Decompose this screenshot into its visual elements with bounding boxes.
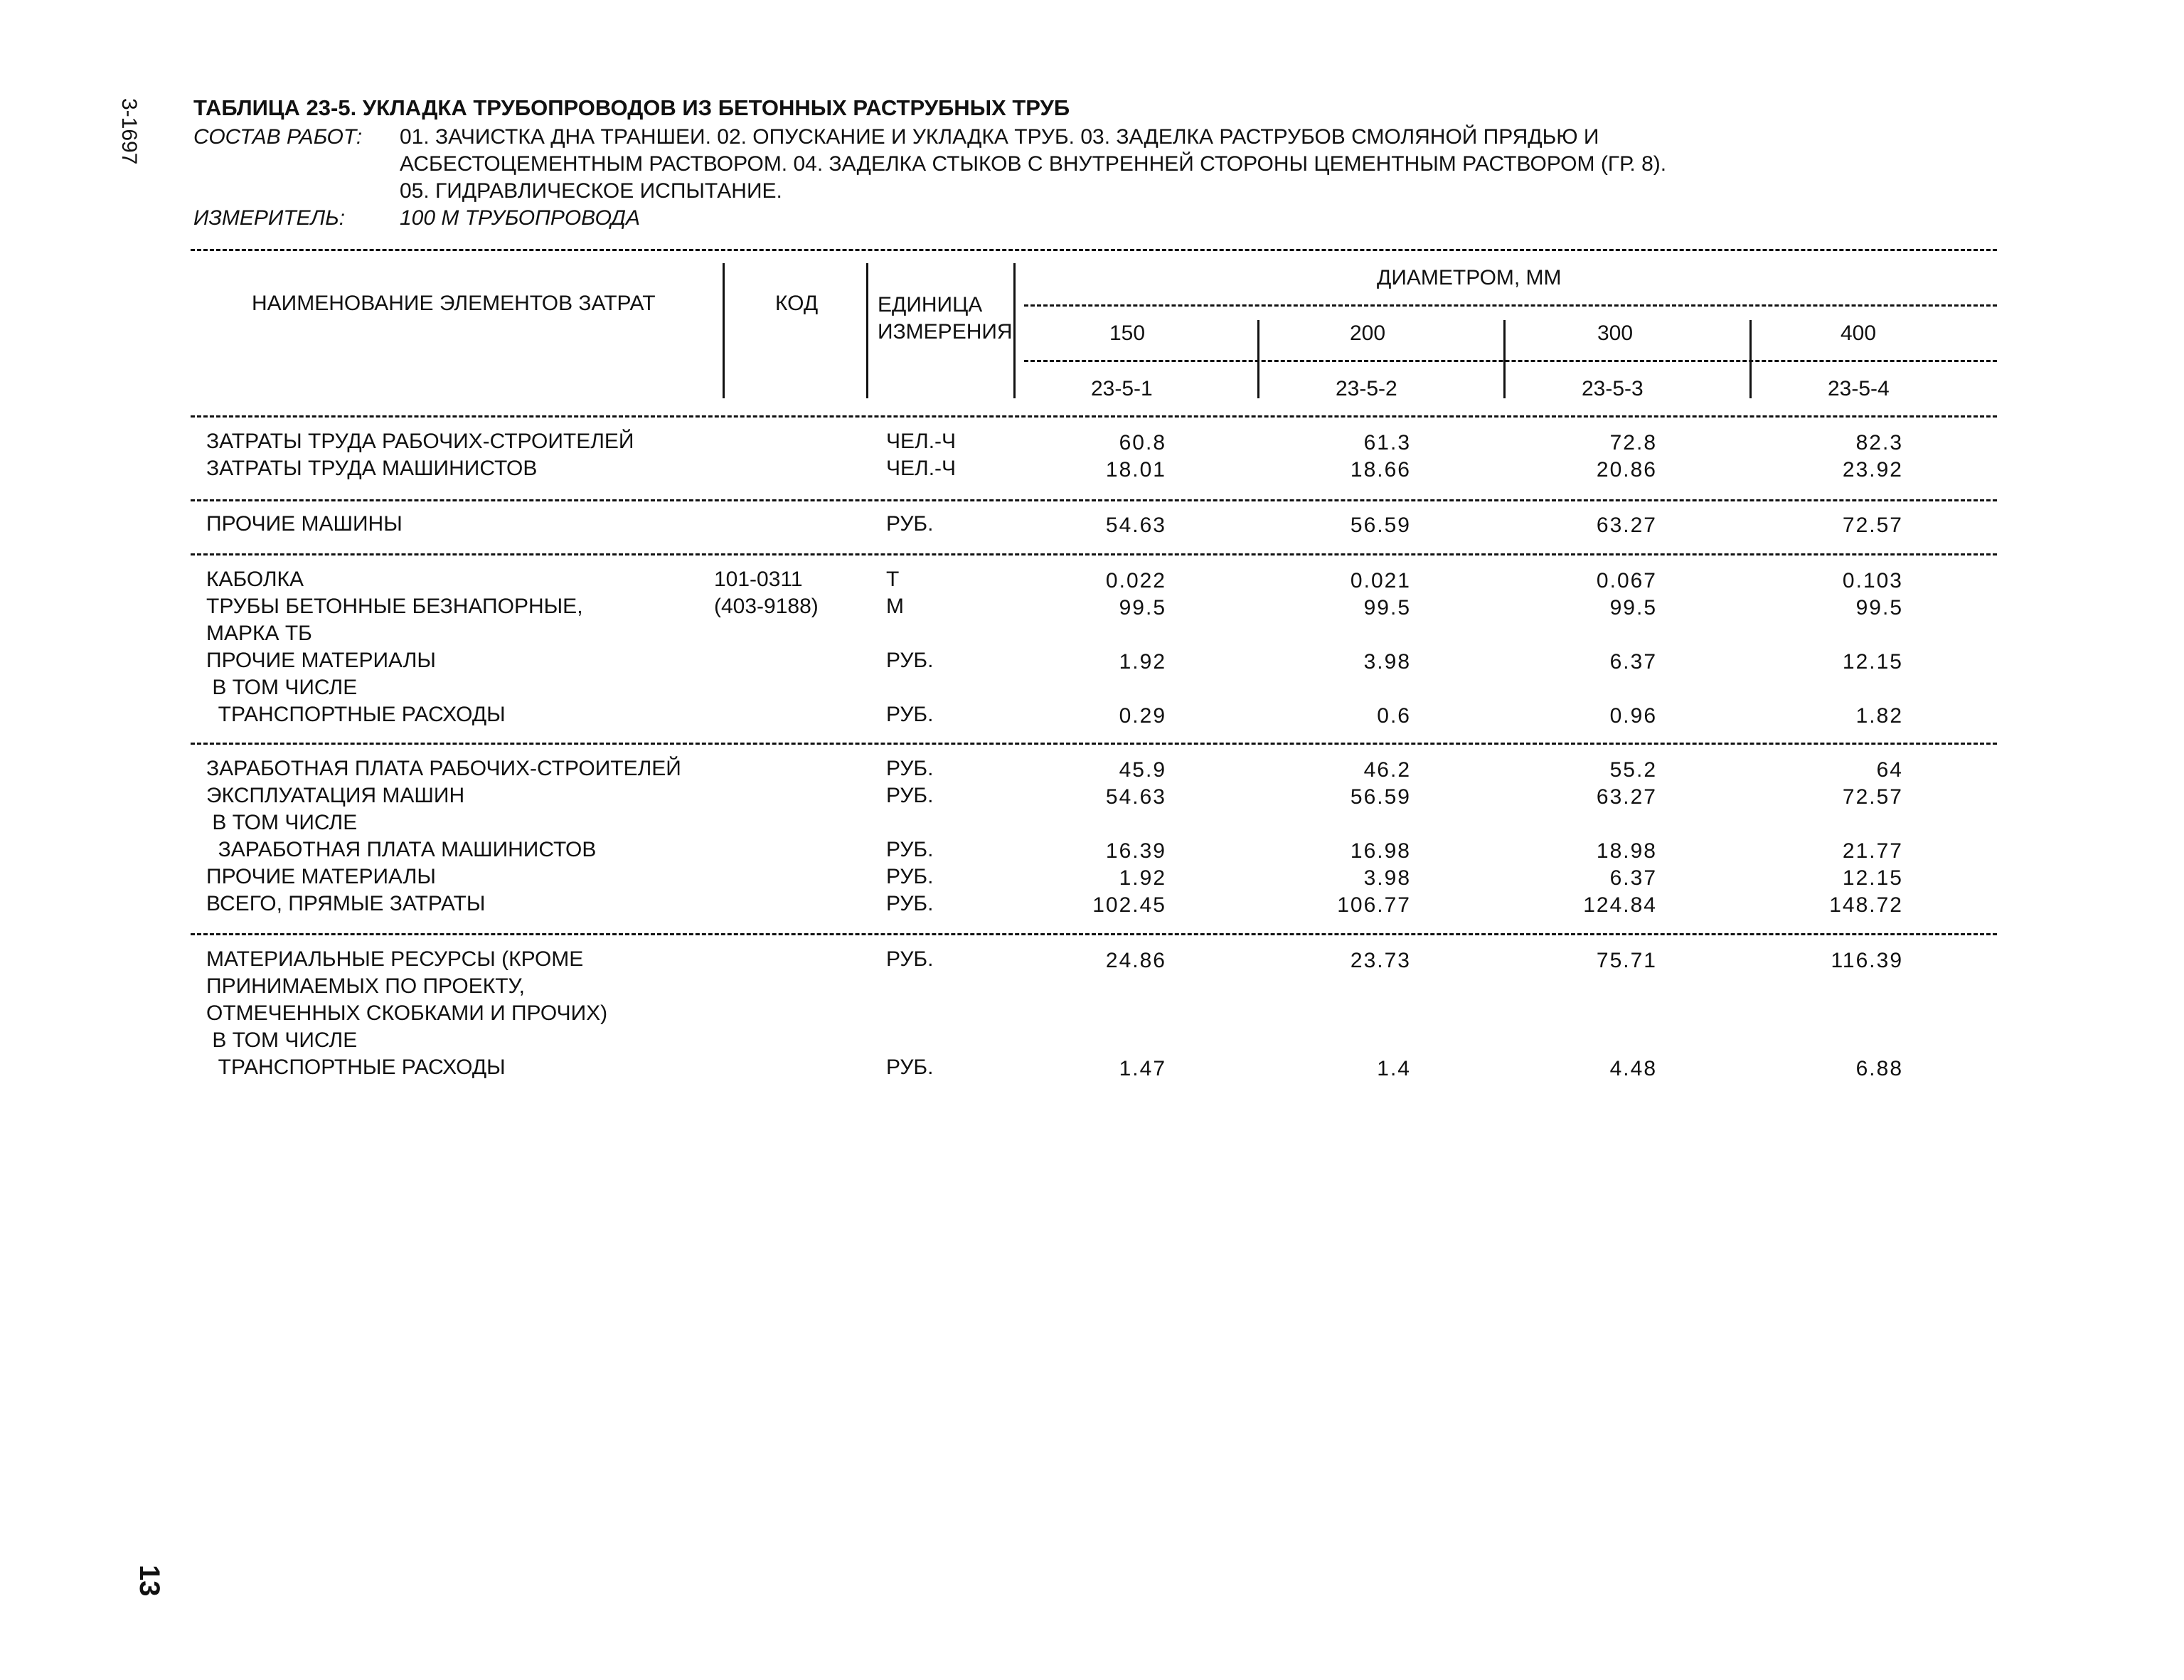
row-name: ЗАТРАТЫ ТРУДА РАБОЧИХ-СТРОИТЕЛЕЙ (206, 430, 634, 453)
row-name: ПРОЧИЕ МАШИНЫ (206, 512, 403, 536)
diameter-rule (1024, 304, 1997, 307)
header-divider-d3 (1749, 320, 1752, 398)
row-name: ПРИНИМАЕМЫХ ПО ПРОЕКТУ, (206, 974, 525, 998)
margin-code: 3-1697 (117, 98, 141, 165)
meter-label: ИЗМЕРИТЕЛЬ: (193, 206, 346, 230)
row-value: 1.92 (1119, 650, 1166, 674)
code-23-5-3: 23-5-3 (1582, 377, 1644, 400)
diameter-300: 300 (1597, 321, 1634, 345)
row-value: 46.2 (1363, 758, 1411, 782)
row-value: 20.86 (1596, 458, 1657, 482)
row-name: ЗАРАБОТНАЯ ПЛАТА МАШИНИСТОВ (206, 838, 597, 861)
row-value: 0.29 (1119, 704, 1166, 728)
section-rule-3 (191, 743, 1997, 745)
row-unit: М (886, 595, 904, 618)
row-value: 0.96 (1609, 704, 1657, 728)
header-divider-code (866, 263, 868, 398)
row-value: 63.27 (1596, 785, 1657, 809)
row-value: 54.63 (1105, 785, 1166, 809)
row-value: 3.98 (1363, 866, 1411, 890)
row-unit: РУБ. (886, 947, 934, 971)
row-value: 0.021 (1350, 569, 1411, 592)
row-unit: ЧЕЛ.-Ч (886, 457, 957, 480)
code-rule (1024, 360, 1997, 362)
row-value: 3.98 (1363, 650, 1411, 674)
row-unit: РУБ. (886, 757, 934, 780)
table-title: ТАБЛИЦА 23-5. УКЛАДКА ТРУБОПРОВОДОВ ИЗ БЕТОННЫХ РАСТРУБНЫХ ТРУБ (193, 95, 1070, 120)
row-value: 16.39 (1105, 839, 1166, 863)
table-top-rule (191, 249, 1997, 251)
row-value: 0.067 (1596, 569, 1657, 592)
row-value: 54.63 (1105, 514, 1166, 537)
row-unit: РУБ. (886, 1056, 934, 1079)
row-name: КАБОЛКА (206, 568, 304, 591)
row-value: 4.48 (1609, 1057, 1657, 1080)
row-value: 12.15 (1842, 866, 1903, 890)
header-divider-name (723, 263, 725, 398)
row-unit: РУБ. (886, 703, 934, 726)
row-name: МАТЕРИАЛЬНЫЕ РЕСУРСЫ (КРОМЕ (206, 947, 584, 971)
row-value: 106.77 (1337, 893, 1411, 917)
row-value: 55.2 (1609, 758, 1657, 782)
row-name: В ТОМ ЧИСЛЕ (206, 1028, 358, 1052)
row-value: 18.98 (1596, 839, 1657, 863)
row-value: 6.37 (1609, 866, 1657, 890)
header-divider-unit (1013, 263, 1016, 398)
row-value: 72.57 (1842, 785, 1903, 809)
row-value: 21.77 (1842, 839, 1903, 863)
row-value: 99.5 (1363, 596, 1411, 620)
section-rule-2 (191, 553, 1997, 555)
row-name: В ТОМ ЧИСЛЕ (206, 811, 358, 834)
page-number: 13 (134, 1565, 165, 1597)
row-unit: ЧЕЛ.-Ч (886, 430, 957, 453)
row-value: 63.27 (1596, 514, 1657, 537)
row-value: 45.9 (1119, 758, 1166, 782)
row-value: 56.59 (1350, 514, 1411, 537)
row-value: 16.98 (1350, 839, 1411, 863)
row-value: 18.66 (1350, 458, 1411, 482)
row-value: 18.01 (1105, 458, 1166, 482)
row-value: 82.3 (1855, 431, 1903, 454)
row-value: 0.022 (1105, 569, 1166, 592)
row-value: 0.6 (1377, 704, 1411, 728)
row-value: 99.5 (1609, 596, 1657, 620)
header-code: КОД (775, 292, 819, 315)
header-name: НАИМЕНОВАНИЕ ЭЛЕМЕНТОВ ЗАТРАТ (252, 292, 656, 315)
row-name: ТРАНСПОРТНЫЕ РАСХОДЫ (206, 703, 506, 726)
row-unit: РУБ. (886, 838, 934, 861)
row-value: 116.39 (1831, 949, 1903, 972)
row-name: В ТОМ ЧИСЛЕ (206, 676, 358, 699)
work-line-2: АСБЕСТОЦЕМЕНТНЫМ РАСТВОРОМ. 04. ЗАДЕЛКА СТЫКОВ С ВНУТРЕННЕЙ СТОРОНЫ ЦЕМЕНТНЫМ РАСТВОРОМ (ГР. 8). (400, 152, 1667, 176)
header-divider-d2 (1503, 320, 1506, 398)
code-23-5-4: 23-5-4 (1828, 377, 1890, 400)
row-name: ПРОЧИЕ МАТЕРИАЛЫ (206, 865, 436, 888)
header-divider-d1 (1257, 320, 1259, 398)
row-name: ТРУБЫ БЕТОННЫЕ БЕЗНАПОРНЫЕ, (206, 595, 583, 618)
row-name: МАРКА ТБ (206, 622, 312, 645)
diameter-400: 400 (1841, 321, 1877, 345)
row-value: 24.86 (1105, 949, 1166, 972)
row-value: 1.92 (1119, 866, 1166, 890)
row-unit: РУБ. (886, 892, 934, 915)
row-value: 56.59 (1350, 785, 1411, 809)
row-value: 64 (1876, 758, 1903, 782)
section-rule-1 (191, 499, 1997, 501)
row-value: 124.84 (1583, 893, 1657, 917)
row-value: 99.5 (1855, 596, 1903, 620)
work-line-3: 05. ГИДРАВЛИЧЕСКОЕ ИСПЫТАНИЕ. (400, 179, 782, 203)
row-name: ТРАНСПОРТНЫЕ РАСХОДЫ (206, 1056, 506, 1079)
row-code: (403-9188) (714, 595, 819, 618)
header-bottom-rule (191, 415, 1997, 418)
row-value: 6.37 (1609, 650, 1657, 674)
diameter-200: 200 (1350, 321, 1386, 345)
work-label: СОСТАВ РАБОТ: (193, 125, 363, 149)
row-value: 1.4 (1377, 1057, 1411, 1080)
row-name: ЗАТРАТЫ ТРУДА МАШИНИСТОВ (206, 457, 538, 480)
row-name: ЭКСПЛУАТАЦИЯ МАШИН (206, 784, 465, 807)
row-unit: РУБ. (886, 649, 934, 672)
row-value: 148.72 (1829, 893, 1903, 917)
row-name: ПРОЧИЕ МАТЕРИАЛЫ (206, 649, 436, 672)
row-value: 23.73 (1350, 949, 1411, 972)
meter-value: 100 М ТРУБОПРОВОДА (400, 206, 640, 230)
row-value: 61.3 (1363, 431, 1411, 454)
row-unit: РУБ. (886, 784, 934, 807)
work-line-1: 01. ЗАЧИСТКА ДНА ТРАНШЕИ. 02. ОПУСКАНИЕ И УКЛАДКА ТРУБ. 03. ЗАДЕЛКА РАСТРУБОВ СМОЛЯНОЙ ПРЯДЬЮ И (400, 125, 1599, 149)
row-unit: Т (886, 568, 900, 591)
code-23-5-1: 23-5-1 (1091, 377, 1153, 400)
diameter-150: 150 (1109, 321, 1146, 345)
header-unit-line1: ЕДИНИЦА (878, 293, 983, 317)
row-value: 72.8 (1609, 431, 1657, 454)
row-value: 75.71 (1596, 949, 1657, 972)
row-code: 101-0311 (714, 568, 803, 591)
row-name: ОТМЕЧЕННЫХ СКОБКАМИ И ПРОЧИХ) (206, 1001, 608, 1025)
row-value: 1.47 (1119, 1057, 1166, 1080)
row-value: 102.45 (1092, 893, 1166, 917)
header-diameter: ДИАМЕТРОМ, ММ (1377, 266, 1562, 289)
code-23-5-2: 23-5-2 (1336, 377, 1397, 400)
row-value: 12.15 (1842, 650, 1903, 674)
row-value: 0.103 (1842, 569, 1903, 592)
header-unit-line2: ИЗМЕРЕНИЯ (878, 320, 1013, 344)
section-rule-4 (191, 933, 1997, 935)
row-name: ВСЕГО, ПРЯМЫЕ ЗАТРАТЫ (206, 892, 486, 915)
row-value: 60.8 (1119, 431, 1166, 454)
row-name: ЗАРАБОТНАЯ ПЛАТА РАБОЧИХ-СТРОИТЕЛЕЙ (206, 757, 681, 780)
row-value: 72.57 (1842, 514, 1903, 537)
row-unit: РУБ. (886, 865, 934, 888)
row-value: 23.92 (1842, 458, 1903, 482)
row-unit: РУБ. (886, 512, 934, 536)
row-value: 1.82 (1855, 704, 1903, 728)
row-value: 99.5 (1119, 596, 1166, 620)
row-value: 6.88 (1855, 1057, 1903, 1080)
